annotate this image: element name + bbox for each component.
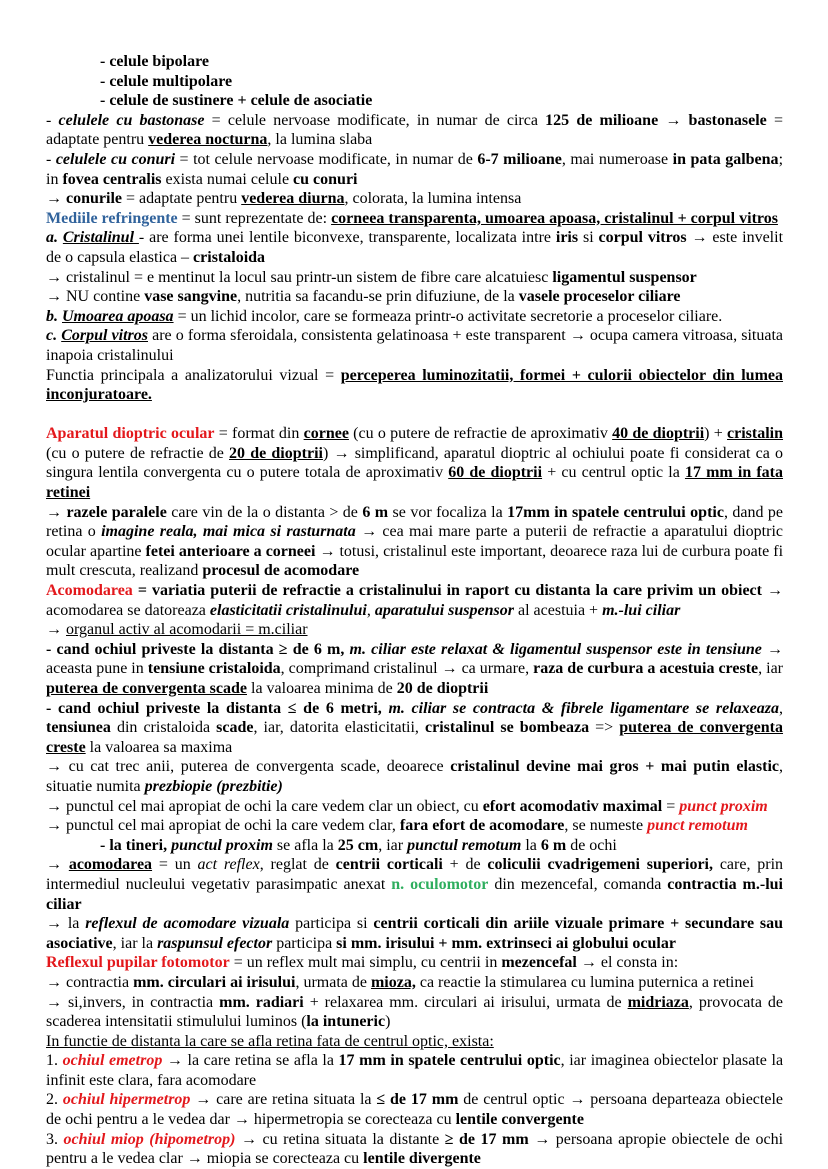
- paragraph: [46, 268, 783, 288]
- text-run: participa si: [289, 915, 374, 933]
- text-run: variatia puterii de refractie a cristalinului in raport cu distanta la care privim un obiect: [151, 582, 762, 600]
- paragraph: [46, 503, 783, 581]
- text-run: tensiunea: [46, 719, 111, 737]
- text-run: fara efort de acomodare: [399, 817, 565, 835]
- text-run: acomodarea se datoreaza: [46, 601, 210, 619]
- text-run: Corpul vitros: [61, 327, 148, 345]
- text-run: n. oculomotor: [391, 875, 489, 893]
- text-run: efort acomodativ maximal: [482, 797, 663, 815]
- text-run: Cristalinul: [62, 229, 139, 247]
- paragraph: [46, 307, 783, 327]
- text-run: , la lumina slaba: [267, 131, 373, 149]
- paragraph: [46, 72, 783, 92]
- text-run: , iar imaginea obiectelor plasate la infinit este clara, fara acomodare: [46, 1052, 784, 1089]
- text-run: → el consta in:: [576, 954, 679, 972]
- text-run: =: [662, 797, 680, 815]
- text-run: → cu cat trec anii, puterea de convergenta scade, deoarece: [46, 758, 451, 776]
- text-run: si: [578, 229, 599, 247]
- text-run: , reglat de: [259, 856, 336, 874]
- text-run: si mm. irisului + mm. extrinseci ai globului ocular: [336, 934, 676, 952]
- text-run: act reflex: [197, 856, 260, 874]
- text-run: 60 de dioptrii: [448, 464, 543, 482]
- text-run: prezbiopie (prezbitie): [144, 777, 283, 795]
- text-run: Mediile refringente: [46, 209, 178, 227]
- text-run: In functie de distanta la care se afla retina fata de centrul optic, exista:: [46, 1032, 494, 1050]
- text-run: →: [658, 111, 689, 129]
- text-run: mioza,: [370, 973, 416, 991]
- text-run: , nutritia sa facandu-se prin difuziune, de la: [237, 288, 519, 306]
- paragraph: [46, 816, 783, 836]
- text-run: , iar: [378, 836, 408, 854]
- paragraph: [46, 366, 783, 405]
- text-run: =>: [589, 719, 620, 737]
- text-run: cristaloida: [193, 248, 266, 266]
- text-run: → cristalinul = e mentinut la locul sau printr-un sistem de fibre care alcatuiesc: [46, 268, 553, 286]
- text-run: 40 de dioptrii: [612, 425, 705, 443]
- text-run: - cand ochiul priveste la distanta ≤ de 6 metri,: [46, 699, 389, 717]
- text-run: →: [46, 503, 67, 521]
- text-run: ≥ de 17 mm: [444, 1130, 529, 1148]
- text-run: →: [46, 856, 69, 874]
- text-run: → este invelit de o capsula elastica –: [46, 229, 784, 266]
- text-run: , dand pe retina o: [46, 503, 784, 541]
- text-run: razele paralele: [66, 503, 167, 521]
- text-run: puterea de convergenta scade: [46, 680, 247, 697]
- text-run: scade: [216, 719, 254, 737]
- text-run: Umoarea apoasa: [62, 307, 174, 325]
- text-run: → persoana apropie obiectele de ochi pentru a le vedea clar → miopia se corecteaza cu: [46, 1130, 784, 1168]
- text-run: ligamentul suspensor: [552, 268, 697, 286]
- text-run: =: [132, 582, 152, 600]
- text-run: 17mm in spatele centrului optic: [507, 503, 724, 521]
- text-run: 125 de milioane: [545, 111, 659, 129]
- text-run: lentile convergente: [455, 1111, 584, 1129]
- text-run: b.: [46, 307, 62, 325]
- text-run: 17 mm in fata retinei: [46, 464, 784, 502]
- text-run: bastonasele: [688, 111, 767, 129]
- text-run: ochiul miop (hipometrop): [63, 1130, 236, 1148]
- text-run: →: [46, 621, 66, 639]
- text-run: la: [521, 836, 541, 854]
- paragraph: [46, 993, 783, 1032]
- text-run: - la tineri,: [100, 836, 172, 854]
- text-run: , comprimand cristalinul → ca urmare,: [280, 660, 534, 678]
- text-run: care, prin intermediul nucleului vegetativ parasimpatic anexat: [46, 856, 784, 893]
- paragraph: [46, 209, 783, 229]
- text-run: → punctul cel mai apropiat de ochi la care vedem clar,: [46, 817, 400, 835]
- text-run: ) → simplificand, aparatul dioptric al ochiului poate fi considerat ca o singura lentila convergenta cu o putere totala de aproximativ: [46, 444, 784, 482]
- text-run: = adaptate pentru: [46, 111, 783, 149]
- text-run: -: [46, 111, 59, 129]
- text-run: m. ciliar este relaxat & ligamentul suspensor este in tensiune: [349, 640, 762, 658]
- text-run: + cu centrul optic la: [542, 464, 685, 482]
- text-run: in pata galbena: [672, 150, 779, 168]
- text-run: aceasta pune in: [46, 660, 148, 678]
- text-run: , iar la: [112, 934, 158, 952]
- text-run: 20 de dioptrii: [229, 444, 323, 462]
- text-run: → cu retina situata la distante: [235, 1130, 445, 1148]
- text-run: centrii corticali din ariile vizuale primare + secundare sau asociative: [46, 915, 784, 952]
- text-run: corpul vitros: [598, 229, 687, 247]
- text-run: punct proxim: [679, 797, 768, 815]
- text-run: imagine reala, mai mica si rasturnata: [101, 523, 356, 541]
- text-run: m.-lui ciliar: [602, 601, 681, 619]
- text-run: → contractia: [46, 973, 134, 991]
- paragraph: [46, 326, 783, 365]
- text-run: iris: [555, 229, 579, 247]
- text-run: cu conuri: [293, 170, 358, 188]
- paragraph: [46, 287, 783, 307]
- text-run: ochiul hipermetrop: [62, 1091, 191, 1109]
- paragraph: [46, 424, 783, 502]
- text-run: , urmata de: [295, 973, 371, 991]
- text-run: 2.: [46, 1091, 63, 1109]
- text-run: acomodarea: [68, 856, 153, 874]
- text-run: - celule bipolare: [100, 53, 210, 70]
- paragraph: [46, 757, 783, 796]
- text-run: are o forma sferoidala, consistenta gelatinoasa + este transparent → ocupa camera vitroasa, situata inapoia cristalinului: [46, 327, 784, 364]
- text-run: mezencefal: [501, 954, 577, 972]
- text-run: = celule nervoase modificate, in numar de circa: [204, 111, 546, 129]
- text-run: punctul remotum: [407, 836, 522, 854]
- text-run: vederea nocturna: [148, 131, 268, 149]
- text-run: = un: [152, 856, 198, 874]
- text-run: 20 de dioptrii: [396, 680, 489, 697]
- text-run: , provocata de scaderea intensitatii stimulului luminos (: [46, 993, 783, 1031]
- text-run: procesul de acomodare: [202, 562, 360, 580]
- text-run: cristalin: [727, 425, 784, 443]
- paragraph: [46, 620, 783, 640]
- text-run: - cand ochiul priveste la distanta ≥ de 6 m,: [46, 640, 350, 658]
- paragraph: [46, 111, 783, 150]
- text-run: vederea diurna: [241, 190, 345, 208]
- paragraph: [46, 836, 783, 856]
- text-run: reflexul de acomodare vizuala: [85, 915, 290, 933]
- paragraph: [46, 640, 783, 699]
- text-run: fetei anterioare a corneei: [145, 542, 316, 560]
- text-run: mm. radiari: [219, 993, 304, 1011]
- text-run: , mai numeroase: [561, 150, 673, 168]
- paragraph: [46, 797, 783, 817]
- text-run: centrii corticali: [335, 856, 443, 874]
- text-run: →: [761, 640, 784, 658]
- text-run: de centrul optic → persoana departeaza obiectele de ochi pentru a le vedea dar → hipermetropia se corecteaza cu: [46, 1091, 784, 1129]
- text-run: → punctul cel mai apropiat de ochi la care vedem clar un obiect, cu: [46, 797, 483, 815]
- text-run: la valoarea sa maxima: [85, 738, 233, 756]
- text-run: 3.: [46, 1130, 64, 1148]
- text-run: + relaxarea mm. circulari ai irisului, urmata de: [303, 993, 628, 1011]
- text-run: raspunsul efector: [157, 934, 273, 952]
- text-run: punct remotum: [647, 817, 748, 835]
- text-run: Acomodarea: [46, 582, 133, 600]
- text-run: la intuneric: [306, 1013, 386, 1031]
- paragraph: [46, 228, 783, 267]
- text-run: participa: [272, 934, 337, 952]
- text-run: corneea transparenta, umoarea apoasa, cristalinul + corpul vitros: [331, 209, 778, 227]
- text-run: cristalinul devine mai gros + mai putin elastic: [450, 758, 780, 776]
- text-run: = format din: [214, 425, 304, 443]
- text-run: lentile divergente: [363, 1150, 481, 1168]
- text-run: a.: [46, 229, 63, 247]
- text-run: se afla la: [272, 836, 338, 854]
- text-run: midriaza: [627, 993, 689, 1011]
- text-run: , colorata, la lumina intensa: [344, 190, 522, 208]
- text-run: = adaptate pentru: [122, 190, 242, 208]
- text-run: , iar: [758, 660, 784, 678]
- paragraph: [46, 1130, 783, 1169]
- text-run: ) +: [704, 425, 728, 443]
- text-run: 1.: [46, 1052, 63, 1070]
- text-run: raza de curbura a acestuia creste: [533, 660, 759, 678]
- text-run: m. ciliar se contracta & fibrele ligamentare se relaxeaza: [388, 699, 779, 717]
- text-run: = un lichid incolor, care se formeaza printr-o activitate secretorie a proceselor ciliare.: [173, 307, 723, 325]
- text-run: → NU contine: [46, 288, 145, 306]
- text-run: 17 mm in spatele centrului optic: [338, 1052, 561, 1070]
- text-run: de ochi: [566, 836, 617, 854]
- text-run: al acestuia +: [513, 601, 603, 619]
- text-run: la valoarea minima de: [247, 680, 397, 697]
- paragraph: [46, 699, 783, 758]
- paragraph-spacer: [46, 405, 783, 425]
- paragraph: [46, 973, 783, 993]
- text-run: coliculii cvadrigemeni superiori,: [487, 856, 714, 874]
- paragraph: [46, 150, 783, 189]
- text-run: ≤ de 17 mm: [376, 1091, 459, 1109]
- text-run: puterea de convergenta creste: [46, 719, 784, 756]
- text-run: = sunt reprezentate de:: [177, 209, 332, 227]
- paragraph: [46, 581, 783, 620]
- text-run: , se numeste: [564, 817, 648, 835]
- text-run: = un reflex mult mai simplu, cu centrii in: [229, 954, 502, 972]
- text-run: , situatie numita: [46, 758, 784, 795]
- text-run: care vin de la o distanta > de: [166, 503, 363, 521]
- text-run: →: [761, 582, 784, 600]
- paragraph: [46, 953, 783, 973]
- paragraph: [46, 91, 783, 111]
- text-run: fovea centralis: [62, 170, 162, 188]
- text-run: →: [46, 190, 66, 208]
- text-run: (cu o putere de refractie de aproximativ: [348, 425, 613, 443]
- paragraph: [46, 189, 783, 209]
- paragraph: [46, 1051, 783, 1090]
- text-run: ,: [779, 699, 783, 717]
- text-run: ca reactie la stimularea cu lumina puternica a retinei: [415, 973, 754, 991]
- text-run: → la care retina se afla la: [162, 1052, 339, 1070]
- text-run: = tot celule nervoase modificate, in numar de: [175, 150, 478, 168]
- paragraph: [46, 855, 783, 914]
- text-run: , iar, datorita elasticitatii,: [253, 719, 425, 737]
- text-run: celulele cu conuri: [55, 150, 176, 168]
- text-run: → la: [46, 915, 86, 933]
- text-run: cornee: [303, 425, 349, 443]
- text-run: 6 m: [362, 503, 389, 521]
- text-run: ochiul emetrop: [62, 1052, 163, 1070]
- text-run: ,: [366, 601, 375, 619]
- text-run: celulele cu bastonase: [58, 111, 205, 129]
- text-run: vase sangvine: [144, 288, 238, 306]
- text-run: Aparatul dioptric ocular: [46, 425, 215, 443]
- text-run: vasele proceselor ciliare: [518, 288, 681, 306]
- text-run: → si,invers, in contractia: [46, 993, 220, 1011]
- document-body: [46, 52, 783, 1169]
- text-run: conurile: [66, 190, 122, 208]
- text-run: 6-7 milioane: [477, 150, 562, 168]
- text-run: punctul proxim: [171, 836, 273, 854]
- text-run: organul activ al acomodarii = m.ciliar: [66, 621, 308, 639]
- paragraph: [46, 1032, 783, 1052]
- text-run: elasticitatii cristalinului: [209, 601, 367, 619]
- text-run: c.: [46, 327, 62, 345]
- text-run: exista numai celule: [161, 170, 294, 188]
- text-run: → care are retina situata la: [190, 1091, 377, 1109]
- text-run: → cea mai mare parte a puterii de refractie a aparatului dioptric ocular apartine: [46, 523, 784, 560]
- text-run: ; in: [46, 150, 784, 188]
- paragraph: [46, 1090, 783, 1129]
- text-run: tensiune cristaloida: [147, 660, 281, 678]
- text-run: Functia principala a analizatorului vizual =: [46, 366, 341, 384]
- text-run: din cristaloida: [110, 719, 217, 737]
- text-run: - are forma unei lentile biconvexe, transparente, localizata intre: [138, 229, 556, 247]
- text-run: perceperea luminozitatii, formei + culorii obiectelor din lumea inconjuratoare.: [46, 366, 783, 404]
- text-run: se vor focaliza la: [388, 503, 508, 521]
- text-run: Reflexul pupilar fotomotor: [46, 954, 230, 972]
- text-run: contractia m.-lui ciliar: [46, 875, 783, 913]
- text-run: aparatului suspensor: [374, 601, 514, 619]
- text-run: + de: [442, 856, 488, 874]
- text-run: - celule multipolare: [100, 72, 233, 90]
- text-run: → totusi, cristalinul este important, deoarece raza lui de curbura poate fi mult crescuta, realizand: [46, 542, 784, 580]
- text-run: ): [385, 1013, 391, 1031]
- paragraph: [46, 52, 783, 72]
- paragraph: [46, 914, 783, 953]
- text-run: (cu o putere de refractie de: [46, 444, 230, 462]
- text-run: 6 m: [540, 836, 567, 854]
- text-run: din mezencefal, comanda: [488, 875, 668, 893]
- text-run: - celule de sustinere + celule de asociatie: [100, 92, 373, 110]
- text-run: -: [46, 150, 56, 168]
- text-run: mm. circulari ai irisului: [133, 973, 296, 991]
- text-run: 25 cm: [337, 836, 379, 854]
- text-run: cristalinul se bombeaza: [424, 719, 590, 737]
